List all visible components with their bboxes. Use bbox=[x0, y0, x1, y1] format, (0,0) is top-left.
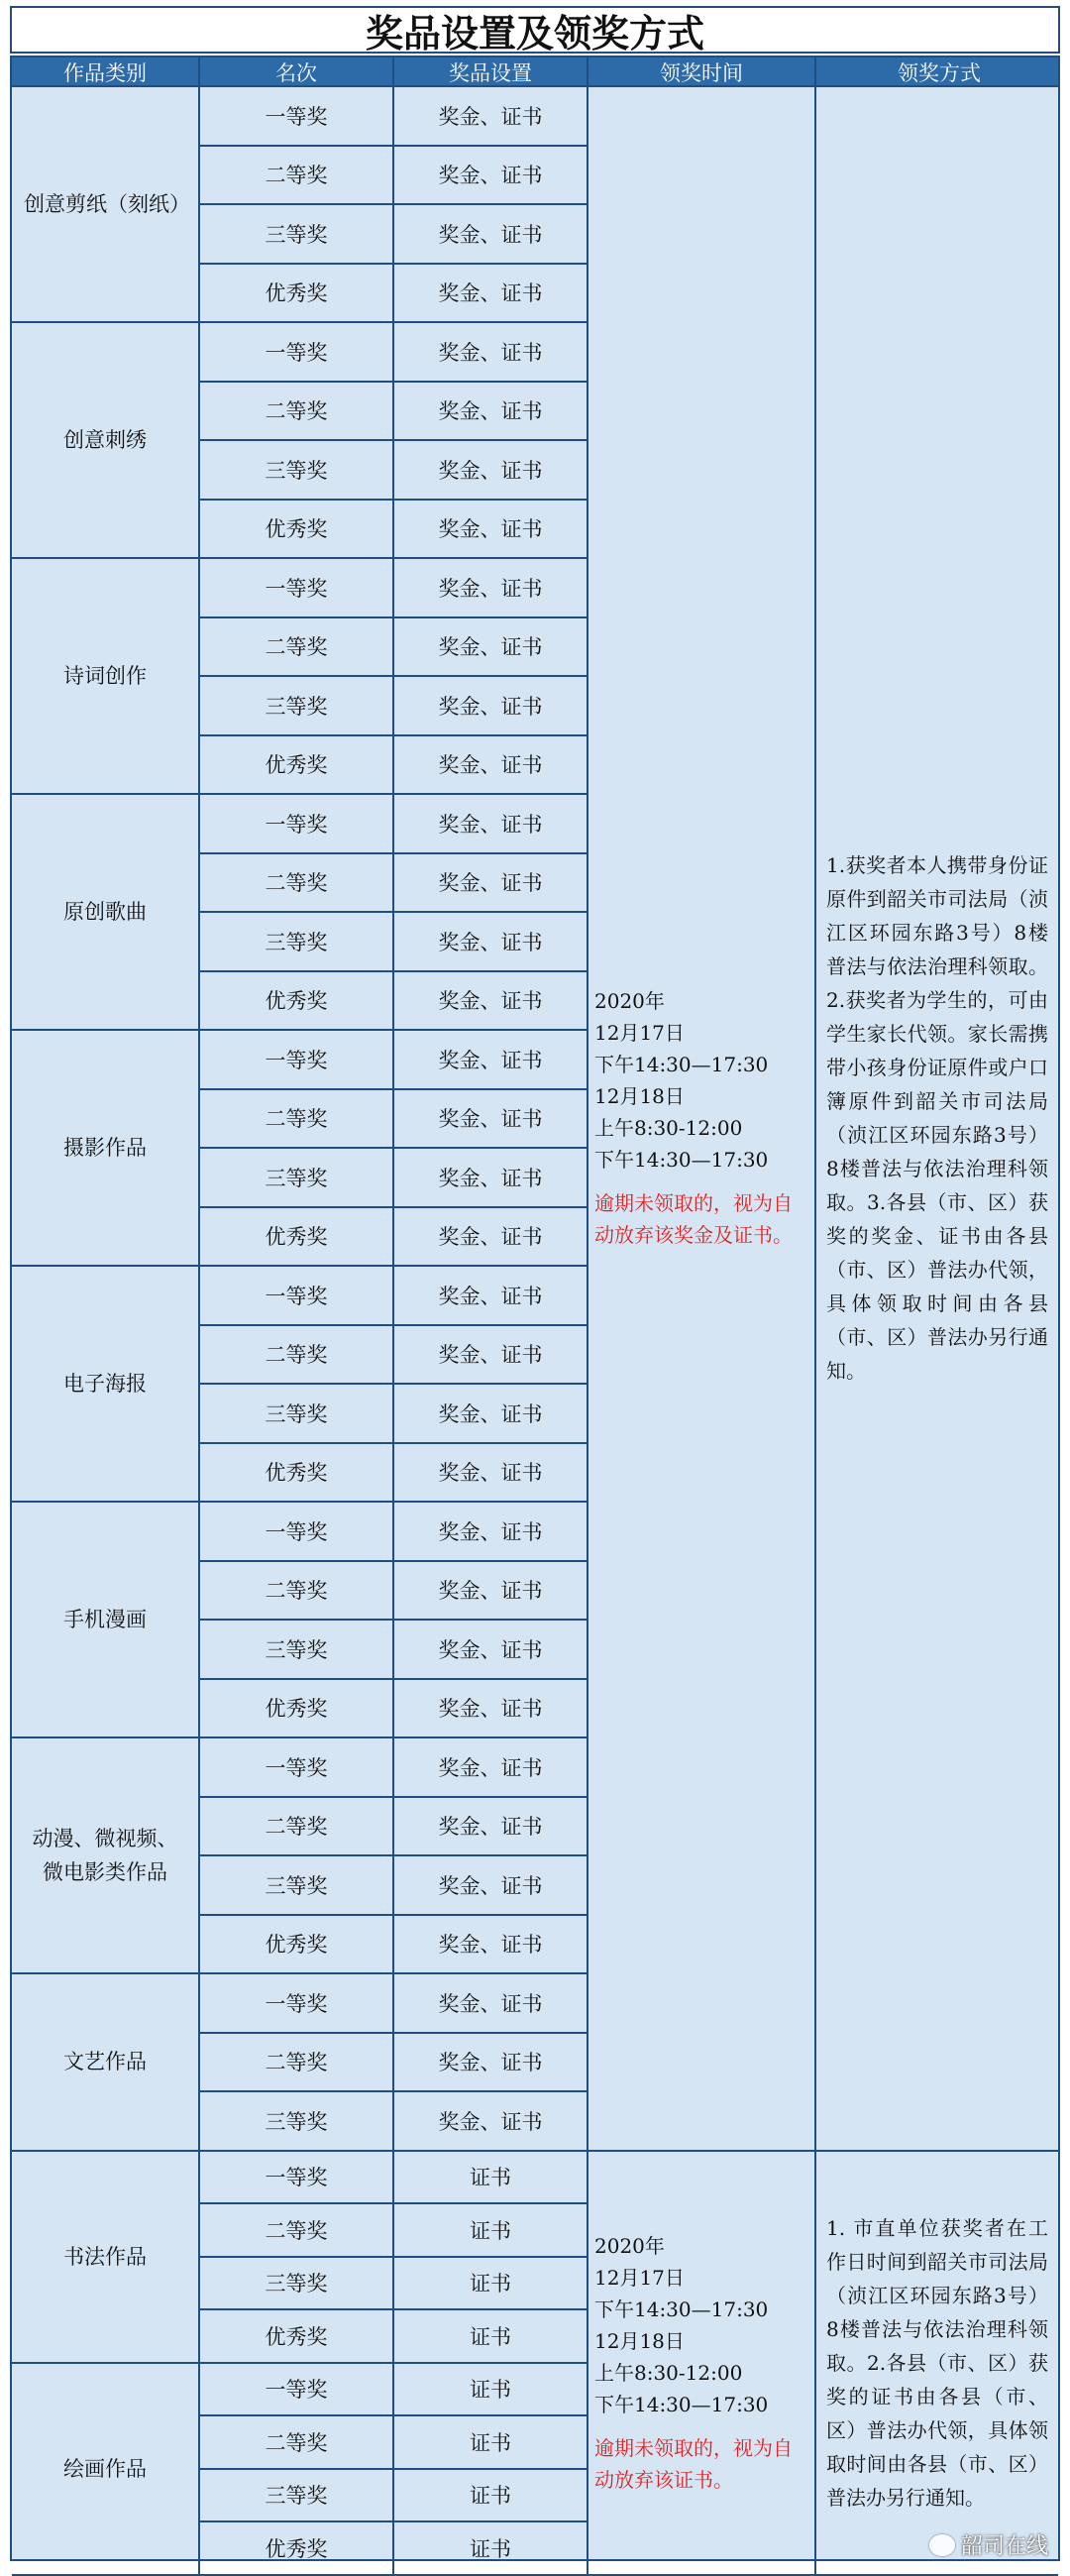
prize-cell: 奖金、证书 bbox=[394, 1385, 588, 1444]
prize-cell: 奖金、证书 bbox=[394, 1090, 588, 1150]
rank-cell: 二等奖 bbox=[200, 2204, 394, 2258]
prize-cell: 证书 bbox=[394, 2416, 588, 2470]
pickup-time-text bbox=[588, 2230, 814, 2496]
rank-cell: 二等奖 bbox=[200, 2034, 394, 2093]
rank-cell: 优秀奖 bbox=[200, 2522, 394, 2576]
category-cell: 文艺作品 bbox=[12, 1974, 200, 2152]
category-cell: 动漫、微视频、微电影类作品 bbox=[12, 1738, 200, 1974]
rank-cell: 二等奖 bbox=[200, 383, 394, 442]
rank-cell: 二等奖 bbox=[200, 147, 394, 206]
rank-cell: 一等奖 bbox=[200, 1267, 394, 1326]
prize-cell: 奖金、证书 bbox=[394, 913, 588, 972]
time-line: 2020年 bbox=[594, 989, 665, 1014]
rank-cell: 二等奖 bbox=[200, 1562, 394, 1622]
page-title: 奖品设置及领奖方式 bbox=[10, 6, 1060, 54]
prize-cell: 证书 bbox=[394, 2204, 588, 2258]
rank-cell: 一等奖 bbox=[200, 2364, 394, 2417]
rank-cell: 三等奖 bbox=[200, 2470, 394, 2523]
time-line: 12月17日 bbox=[594, 1021, 685, 1046]
time-line: 下午14:30—17:30 bbox=[594, 2296, 769, 2321]
prize-cell: 奖金、证书 bbox=[394, 441, 588, 501]
prize-cell: 奖金、证书 bbox=[394, 1444, 588, 1504]
rank-cell: 一等奖 bbox=[200, 559, 394, 618]
rank-cell: 二等奖 bbox=[200, 1090, 394, 1150]
prize-cell: 奖金、证书 bbox=[394, 1267, 588, 1326]
rank-cell: 三等奖 bbox=[200, 205, 394, 265]
category-cell: 诗词创作 bbox=[12, 559, 200, 795]
wechat-icon bbox=[929, 2534, 955, 2556]
prize-cell: 奖金、证书 bbox=[394, 147, 588, 206]
prize-cell: 证书 bbox=[394, 2258, 588, 2311]
prize-cell: 奖金、证书 bbox=[394, 1503, 588, 1562]
category-cell: 原创歌曲 bbox=[12, 795, 200, 1031]
pickup-method-text: 1. 市直单位获奖者在工作日时间到韶关市司法局（浈江区环园东路3号）8楼普法与依法治理科领取。2.各县（市、区）获奖的证书由各县（市、区）普法办代领，具体领取时间由各县（市、区）普法办另行通知。 bbox=[826, 2215, 1048, 2510]
rank-cell: 三等奖 bbox=[200, 913, 394, 972]
prize-cell: 证书 bbox=[394, 2522, 588, 2576]
overdue-note: 逾期未领取的，视为自动放弃该奖金及证书。 bbox=[594, 1191, 793, 1248]
category-cell: 手机漫画 bbox=[12, 1503, 200, 1738]
prize-cell: 奖金、证书 bbox=[394, 972, 588, 1032]
time-line: 2020年 bbox=[594, 2233, 665, 2258]
header-prize: 奖品设置 bbox=[394, 57, 588, 87]
prize-cell: 奖金、证书 bbox=[394, 1326, 588, 1386]
rank-cell: 三等奖 bbox=[200, 1385, 394, 1444]
rank-cell: 二等奖 bbox=[200, 2416, 394, 2470]
time-line: 上午8:30-12:00 bbox=[594, 1116, 743, 1141]
rank-cell: 优秀奖 bbox=[200, 2310, 394, 2364]
rank-cell: 三等奖 bbox=[200, 2092, 394, 2152]
rank-cell: 优秀奖 bbox=[200, 972, 394, 1032]
rank-cell: 一等奖 bbox=[200, 1031, 394, 1090]
rank-cell: 二等奖 bbox=[200, 1798, 394, 1857]
category-cell: 摄影作品 bbox=[12, 1031, 200, 1267]
rank-cell: 优秀奖 bbox=[200, 1444, 394, 1504]
table-header bbox=[10, 56, 1060, 87]
watermark bbox=[929, 2529, 1048, 2560]
prize-cell: 奖金、证书 bbox=[394, 677, 588, 736]
rank-cell: 三等奖 bbox=[200, 2258, 394, 2311]
rank-cell: 一等奖 bbox=[200, 87, 394, 147]
prize-cell: 奖金、证书 bbox=[394, 1916, 588, 1975]
time-line: 下午14:30—17:30 bbox=[594, 2392, 769, 2416]
header-category: 作品类别 bbox=[12, 57, 200, 87]
prize-cell: 奖金、证书 bbox=[394, 1149, 588, 1208]
prize-cell: 奖金、证书 bbox=[394, 854, 588, 914]
time-line: 下午14:30—17:30 bbox=[594, 1053, 769, 1077]
rank-cell: 一等奖 bbox=[200, 1974, 394, 2034]
prize-cell: 奖金、证书 bbox=[394, 87, 588, 147]
prize-cell: 奖金、证书 bbox=[394, 1798, 588, 1857]
prize-cell: 奖金、证书 bbox=[394, 1621, 588, 1680]
header-rank: 名次 bbox=[200, 57, 394, 87]
prize-cell: 奖金、证书 bbox=[394, 1974, 588, 2034]
category-cell: 创意剪纸（刻纸） bbox=[12, 87, 200, 323]
rank-cell: 一等奖 bbox=[200, 2152, 394, 2205]
rank-cell: 三等奖 bbox=[200, 1149, 394, 1208]
pickup-method-text: 1.获奖者本人携带身份证原件到韶关市司法局（浈江区环园东路3号）8楼普法与依法治理科领取。2.获奖者为学生的，可由学生家长代领。家长需携带小孩身份证原件或户口簿原件到韶关市司法局（浈江区环园东路3号）8楼普法与依法治理科领取。3.各县（市、区）获奖的奖金、证书由各县（市、区）普法办代领，具体领取时间由各县（市、区）普法办另行通知。 bbox=[826, 853, 1048, 1384]
time-line: 12月18日 bbox=[594, 1084, 685, 1109]
prize-cell: 奖金、证书 bbox=[394, 2092, 588, 2152]
rank-cell: 优秀奖 bbox=[200, 501, 394, 560]
time-line: 12月17日 bbox=[594, 2265, 685, 2290]
pickup-method-cell bbox=[816, 87, 1058, 2152]
time-line: 上午8:30-12:00 bbox=[594, 2360, 743, 2385]
rank-cell: 优秀奖 bbox=[200, 736, 394, 796]
rank-cell: 优秀奖 bbox=[200, 1916, 394, 1975]
pickup-time-cell bbox=[588, 87, 816, 2152]
rank-cell: 一等奖 bbox=[200, 323, 394, 383]
category-cell: 绘画作品 bbox=[12, 2364, 200, 2576]
overdue-note: 逾期未领取的，视为自动放弃该证书。 bbox=[594, 2435, 793, 2492]
table-body bbox=[10, 87, 1060, 2561]
rank-cell: 二等奖 bbox=[200, 618, 394, 678]
prize-cell: 奖金、证书 bbox=[394, 618, 588, 678]
prize-cell: 奖金、证书 bbox=[394, 736, 588, 796]
rank-cell: 一等奖 bbox=[200, 795, 394, 854]
pickup-time-cell bbox=[588, 2152, 816, 2576]
rank-cell: 优秀奖 bbox=[200, 1208, 394, 1268]
rank-cell: 优秀奖 bbox=[200, 265, 394, 324]
time-line: 下午14:30—17:30 bbox=[594, 1148, 769, 1173]
category-cell: 书法作品 bbox=[12, 2152, 200, 2364]
prize-cell: 奖金、证书 bbox=[394, 1208, 588, 1268]
prize-cell: 奖金、证书 bbox=[394, 323, 588, 383]
prize-cell: 奖金、证书 bbox=[394, 265, 588, 324]
category-cell: 电子海报 bbox=[12, 1267, 200, 1503]
rank-cell: 三等奖 bbox=[200, 1621, 394, 1680]
rank-cell: 二等奖 bbox=[200, 854, 394, 914]
prize-cell: 证书 bbox=[394, 2470, 588, 2523]
prize-cell: 证书 bbox=[394, 2310, 588, 2364]
category-cell: 创意刺绣 bbox=[12, 323, 200, 559]
rank-cell: 三等奖 bbox=[200, 441, 394, 501]
rank-cell: 二等奖 bbox=[200, 1326, 394, 1386]
header-time: 领奖时间 bbox=[588, 57, 816, 87]
rank-cell: 一等奖 bbox=[200, 1738, 394, 1798]
header-method: 领奖方式 bbox=[898, 61, 981, 85]
prize-cell: 奖金、证书 bbox=[394, 1680, 588, 1739]
rank-cell: 三等奖 bbox=[200, 1856, 394, 1916]
rank-cell: 优秀奖 bbox=[200, 1680, 394, 1739]
rank-cell: 一等奖 bbox=[200, 1503, 394, 1562]
prize-cell: 奖金、证书 bbox=[394, 501, 588, 560]
prize-cell: 奖金、证书 bbox=[394, 1856, 588, 1916]
prize-cell: 奖金、证书 bbox=[394, 559, 588, 618]
prize-cell: 奖金、证书 bbox=[394, 1738, 588, 1798]
time-line: 12月18日 bbox=[594, 2328, 685, 2353]
pickup-method-cell bbox=[816, 2152, 1058, 2576]
prize-cell: 证书 bbox=[394, 2364, 588, 2417]
prize-cell: 证书 bbox=[394, 2152, 588, 2205]
prize-cell: 奖金、证书 bbox=[394, 1031, 588, 1090]
prize-cell: 奖金、证书 bbox=[394, 795, 588, 854]
prize-cell: 奖金、证书 bbox=[394, 2034, 588, 2093]
rank-cell: 三等奖 bbox=[200, 677, 394, 736]
prize-cell: 奖金、证书 bbox=[394, 1562, 588, 1622]
pickup-time-text bbox=[588, 985, 814, 1251]
prize-cell: 奖金、证书 bbox=[394, 383, 588, 442]
watermark-text: 韶司在线 bbox=[960, 2534, 1048, 2559]
prize-cell: 奖金、证书 bbox=[394, 205, 588, 265]
